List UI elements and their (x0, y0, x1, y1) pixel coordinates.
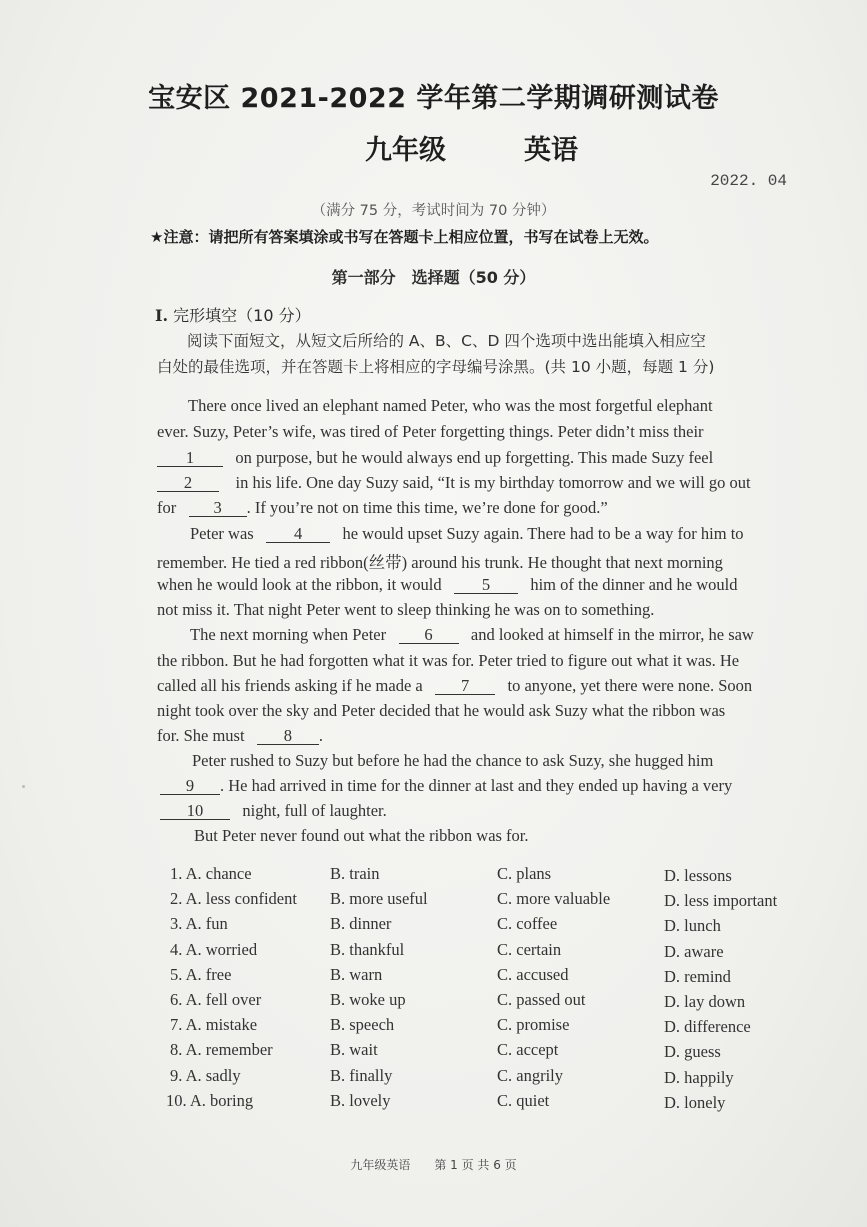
blank-2: 2 (157, 475, 219, 492)
passage-text: he would upset Suzy again. There had to be a way for him to (342, 524, 744, 543)
part-heading: 第一部分 选择题（50 分） (331, 268, 536, 287)
passage-line: Peter rushed to Suzy but before he had the chance to ask Suzy, she hugged him (192, 751, 714, 770)
passage-text: night, full of laughter. (242, 801, 387, 820)
passage-text: for (157, 498, 177, 517)
option-6-d: D. lay down (664, 992, 746, 1011)
option-6-c: C. passed out (497, 990, 586, 1009)
passage-text: . He had arrived in time for the dinner at last and they ended up having a very (220, 776, 733, 795)
passage-text: The next morning when Peter (190, 625, 387, 644)
blank-5: 5 (454, 577, 518, 594)
option-5-d: D. remind (664, 967, 731, 986)
passage-line (157, 473, 751, 493)
option-8-a: 8. A. remember (170, 1040, 273, 1059)
blank-7: 7 (435, 678, 495, 695)
passage-line: remember. He tied a red ribbon(丝带) around his trunk. He thought that next morning (157, 553, 723, 572)
passage-text: in his life. One day Suzy said, “It is my birthday tomorrow and we will go out (235, 473, 751, 492)
option-4-a: 4. A. worried (170, 940, 258, 959)
option-10-d: D. lonely (664, 1093, 726, 1112)
exam-subtitle (0, 128, 867, 164)
option-9-b: B. finally (330, 1066, 393, 1085)
option-3-d: D. lunch (664, 916, 721, 935)
option-5-a: 5. A. free (170, 965, 232, 984)
exam-date: 2022. 04 (710, 172, 787, 190)
passage-line (157, 575, 737, 595)
scan-speck (22, 785, 25, 788)
option-4-c: C. certain (497, 940, 562, 959)
section-heading (155, 303, 311, 326)
passage-line (157, 448, 713, 468)
option-1-b: B. train (330, 864, 380, 883)
option-1-d: D. lessons (664, 866, 732, 885)
passage-line (157, 498, 608, 518)
section-number: I. (155, 306, 169, 325)
blank-1: 1 (157, 450, 223, 467)
blank-10: 10 (160, 803, 230, 820)
option-3-a: 3. A. fun (170, 914, 228, 933)
passage-text: and looked at himself in the mirror, he saw (470, 625, 754, 644)
option-10-a: 10. A. boring (166, 1091, 254, 1110)
passage-line (190, 625, 754, 645)
option-7-b: B. speech (330, 1015, 395, 1034)
passage-text: on purpose, but he would always end up forgetting. This made Suzy feel (235, 448, 714, 467)
option-6-b: B. woke up (330, 990, 406, 1009)
option-7-a: 7. A. mistake (170, 1015, 258, 1034)
grade-label: 九年级 (365, 135, 446, 166)
passage-line (160, 776, 732, 796)
blank-3: 3 (189, 500, 247, 517)
option-2-d: D. less important (664, 891, 778, 910)
passage-line (157, 676, 752, 696)
passage-text: him of the dinner and he would (530, 575, 738, 594)
option-7-d: D. difference (664, 1017, 751, 1036)
option-2-c: C. more valuable (497, 889, 611, 908)
passage-line: not miss it. That night Peter went to sleep thinking he was on to something. (157, 600, 655, 619)
option-2-b: B. more useful (330, 889, 428, 908)
passage-text: called all his friends asking if he made a (157, 676, 423, 695)
option-1-c: C. plans (497, 864, 552, 883)
passage-line: But Peter never found out what the ribbon was for. (194, 826, 529, 845)
option-9-a: 9. A. sadly (170, 1066, 241, 1085)
option-6-a: 6. A. fell over (170, 990, 262, 1009)
passage-text: for. She must (157, 726, 245, 745)
passage-text: when he would look at the ribbon, it would (157, 575, 442, 594)
passage-line (190, 524, 744, 544)
passage-text: Peter was (190, 524, 254, 543)
passage-text: . (318, 726, 324, 745)
blank-4: 4 (266, 526, 330, 543)
instructions-line: 阅读下面短文，从短文后所给的 A、B、C、D 四个选项中选出能填入相应空 (187, 332, 706, 350)
option-5-b: B. warn (330, 965, 383, 984)
blank-6: 6 (399, 627, 459, 644)
option-10-c: C. quiet (497, 1091, 550, 1110)
exam-notice: ★注意：请把所有答案填涂或书写在答题卡上相应位置，书写在试卷上无效。 (150, 228, 659, 246)
option-5-c: C. accused (497, 965, 569, 984)
passage-line (160, 801, 387, 821)
option-3-c: C. coffee (497, 914, 558, 933)
section-title: 完形填空（10 分） (173, 306, 311, 325)
passage-text: . If you’re not on time this time, we’re done for good.” (246, 498, 608, 517)
page-footer: 九年级英语 第 1 页 共 6 页 (350, 1158, 517, 1172)
passage-line (157, 726, 323, 746)
option-4-d: D. aware (664, 942, 724, 961)
passage-line: ever. Suzy, Peter’s wife, was tired of Peter forgetting things. Peter didn’t miss their (157, 422, 704, 441)
instructions-line: 白处的最佳选项，并在答题卡上将相应的字母编号涂黑。(共 10 小题，每题 1 分) (157, 358, 715, 376)
option-2-a: 2. A. less confident (170, 889, 297, 908)
blank-8: 8 (257, 728, 319, 745)
option-8-b: B. wait (330, 1040, 378, 1059)
passage-line: night took over the sky and Peter decided that he would ask Suzy what the ribbon was (157, 701, 726, 720)
option-10-b: B. lovely (330, 1091, 391, 1110)
blank-9: 9 (160, 778, 220, 795)
passage-line: the ribbon. But he had forgotten what it was for. Peter tried to figure out what it was. He (157, 651, 740, 670)
option-8-d: D. guess (664, 1042, 721, 1061)
option-7-c: C. promise (497, 1015, 570, 1034)
passage-line: There once lived an elephant named Peter, who was the most forgetful elephant (188, 396, 713, 415)
option-9-d: D. happily (664, 1068, 734, 1087)
option-3-b: B. dinner (330, 914, 392, 933)
passage-text: to anyone, yet there were none. Soon (507, 676, 753, 695)
option-9-c: C. angrily (497, 1066, 563, 1085)
subject-label: 英语 (524, 135, 578, 166)
exam-title: 宝安区 2021-2022 学年第二学期调研测试卷 (148, 83, 719, 114)
option-4-b: B. thankful (330, 940, 405, 959)
exam-info: （满分 75 分，考试时间为 70 分钟） (311, 203, 556, 219)
option-1-a: 1. A. chance (170, 864, 252, 883)
option-8-c: C. accept (497, 1040, 559, 1059)
